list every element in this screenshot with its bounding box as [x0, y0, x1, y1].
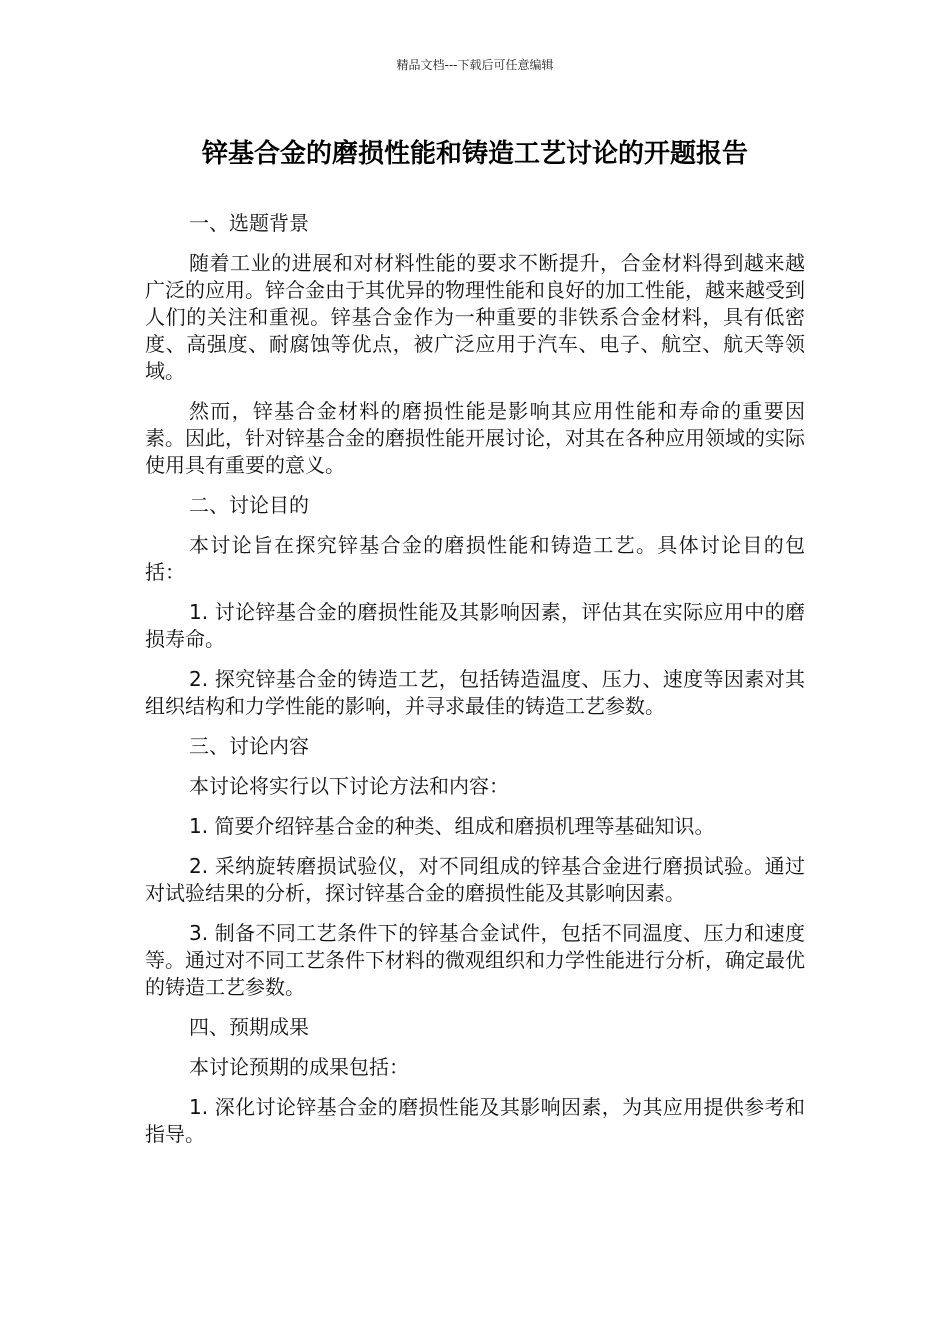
- list-item-results-1: 1. 深化讨论锌基合金的磨损性能及其影响因素，为其应用提供参考和指导。: [145, 1095, 805, 1146]
- list-item-purpose-1: 1. 讨论锌基合金的磨损性能及其影响因素，评估其在实际应用中的磨损寿命。: [145, 600, 805, 651]
- header-note: 精品文档---下载后可任意编辑: [396, 58, 554, 72]
- section-heading-content: 三、讨论内容: [189, 734, 309, 758]
- document-title: 锌基合金的磨损性能和铸造工艺讨论的开题报告: [201, 139, 748, 169]
- section-heading-results: 四、预期成果: [189, 1015, 309, 1039]
- paragraph-background-1: 随着工业的进展和对材料性能的要求不断提升，合金材料得到越来越广泛的应用。锌合金由于其优异的物理性能和良好的加工性能，越来越受到人们的关注和重视。锌基合金作为一种重要的非铁系合金材料，具有低密度、高强度、耐腐蚀等优点，被广泛应用于汽车、电子、航空、航天等领域。: [145, 251, 805, 383]
- section-heading-background: 一、选题背景: [189, 211, 309, 235]
- paragraph-background-2: 然而，锌基合金材料的磨损性能是影响其应用性能和寿命的重要因素。因此，针对锌基合金的磨损性能开展讨论，对其在各种应用领域的实际使用具有重要的意义。: [145, 399, 805, 477]
- paragraph-content-intro: 本讨论将实行以下讨论方法和内容：: [189, 774, 509, 798]
- list-item-purpose-2: 2. 探究锌基合金的铸造工艺，包括铸造温度、压力、速度等因素对其组织结构和力学性能的影响，并寻求最佳的铸造工艺参数。: [145, 667, 805, 718]
- paragraph-purpose-intro: 本讨论旨在探究锌基合金的磨损性能和铸造工艺。具体讨论目的包括：: [145, 533, 805, 584]
- section-heading-purpose: 二、讨论目的: [189, 493, 309, 517]
- document-body: [145, 210, 805, 1161]
- paragraph-results-intro: 本讨论预期的成果包括：: [189, 1055, 409, 1079]
- list-item-content-2: 2. 采纳旋转磨损试验仪，对不同组成的锌基合金进行磨损试验。通过对试验结果的分析，探讨锌基合金的磨损性能及其影响因素。: [145, 854, 805, 905]
- list-item-content-3: 3. 制备不同工艺条件下的锌基合金试件，包括不同温度、压力和速度等。通过对不同工艺条件下材料的微观组织和力学性能进行分析，确定最优的铸造工艺参数。: [145, 921, 805, 999]
- list-item-content-1: 1. 简要介绍锌基合金的种类、组成和磨损机理等基础知识。: [189, 814, 715, 838]
